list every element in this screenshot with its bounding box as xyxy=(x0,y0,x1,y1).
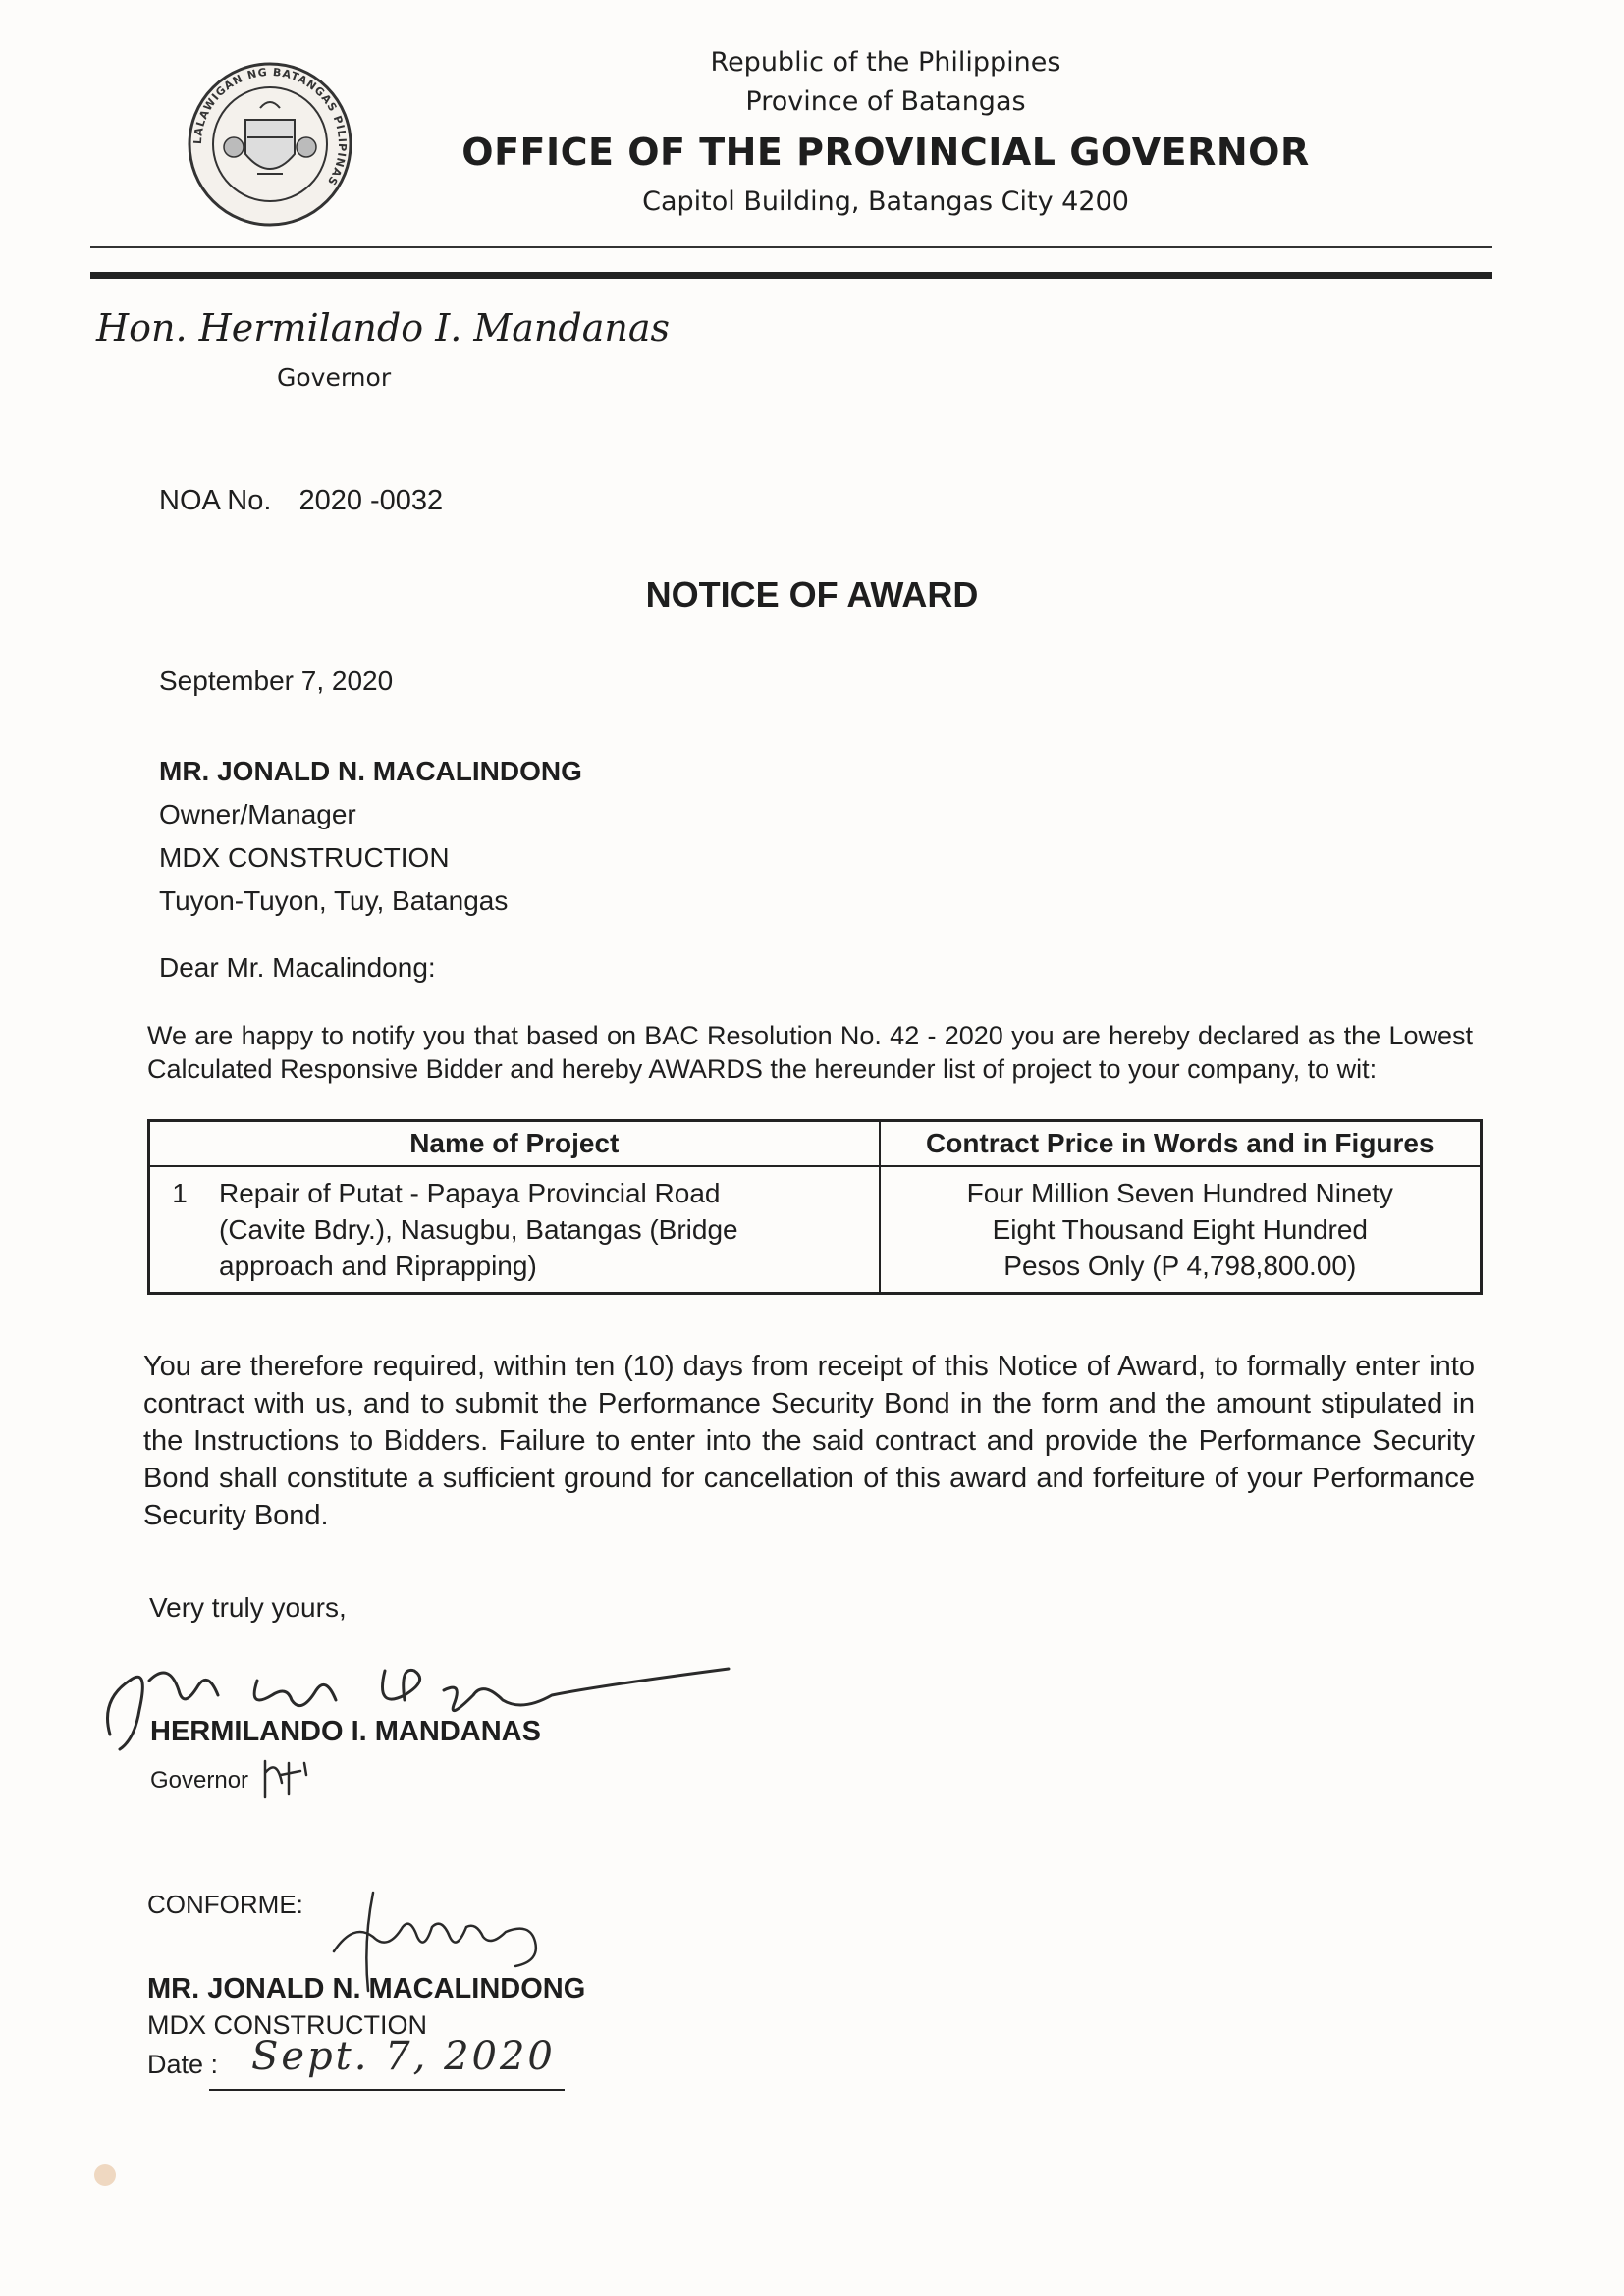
award-paragraph: We are happy to notify you that based on BAC Resolution No. 42 - 2020 you are hereby declared as the Lowest Calculated Responsive Bidder and hereby AWARDS the hereunder list of project to your company, to wit: xyxy=(147,1021,1473,1084)
project-line: approach and Riprapping) xyxy=(219,1251,537,1281)
header-rule-thin xyxy=(90,246,1492,248)
table-header-project: Name of Project xyxy=(149,1121,880,1167)
handwritten-date: Sept. 7, 2020 xyxy=(251,2034,556,2079)
recipient-block xyxy=(159,750,582,923)
table-row xyxy=(149,1166,1482,1294)
noa-number-line xyxy=(159,485,443,517)
date-underline xyxy=(209,2089,565,2091)
salutation: Dear Mr. Macalindong: xyxy=(159,952,436,983)
signer-title: Governor xyxy=(150,1767,249,1793)
letterhead-republic: Republic of the Philippines xyxy=(710,47,1061,78)
conforme-name: MR. JONALD N. MACALINDONG xyxy=(147,1973,586,2004)
table-header-price: Contract Price in Words and in Figures xyxy=(880,1121,1482,1167)
price-line: Four Million Seven Hundred Ninety xyxy=(966,1178,1393,1208)
letter-date: September 7, 2020 xyxy=(159,666,394,696)
row-number: 1 xyxy=(149,1166,210,1294)
letterhead-address: Capitol Building, Batangas City 4200 xyxy=(642,187,1129,217)
noa-label: NOA No. xyxy=(159,485,272,516)
recipient-name: MR. JONALD N. MACALINDONG xyxy=(159,756,582,786)
governor-name: Hon. Hermilando I. Mandanas xyxy=(96,306,671,349)
letterhead-province: Province of Batangas xyxy=(745,86,1026,117)
closing: Very truly yours, xyxy=(149,1592,347,1623)
project-line: Repair of Putat - Papaya Provincial Road xyxy=(219,1178,721,1208)
recipient-position: Owner/Manager xyxy=(159,799,356,829)
initials-mark xyxy=(257,1753,316,1807)
noa-number: 2020 -0032 xyxy=(298,485,444,516)
contract-price-cell xyxy=(880,1166,1482,1294)
project-name-cell xyxy=(209,1166,880,1294)
signer-name: HERMILANDO I. MANDANAS xyxy=(150,1716,541,1747)
seal-ring-text: LALAWIGAN NG BATANGAS PILIPINAS xyxy=(190,65,350,188)
conforme-label: CONFORME: xyxy=(147,1890,303,1919)
header-rule-thick xyxy=(90,272,1492,279)
price-line: Pesos Only (P 4,798,800.00) xyxy=(1003,1251,1357,1281)
letterhead-office: OFFICE OF THE PROVINCIAL GOVERNOR xyxy=(461,131,1310,174)
requirements-paragraph: You are therefore required, within ten (10) days from receipt of this Notice of Award, to formally enter into contract with us, and to submit the Performance Security Bond in the form and the amount stipulated in the Instructions to Bidders. Failure to enter into the said contract and provide the Performance Security Bond shall constitute a sufficient ground for cancellation of this award and forfeiture of your Performance Security Bond. xyxy=(143,1351,1475,1531)
project-line: (Cavite Bdry.), Nasugbu, Batangas (Bridge xyxy=(219,1214,738,1245)
conforme-date-label: Date : xyxy=(147,2050,219,2079)
governor-title: Governor xyxy=(277,363,392,392)
conforme-company: MDX CONSTRUCTION xyxy=(147,2010,427,2040)
award-table xyxy=(147,1119,1483,1295)
recipient-address: Tuyon-Tuyon, Tuy, Batangas xyxy=(159,885,509,916)
price-line: Eight Thousand Eight Hundred xyxy=(992,1214,1368,1245)
paper-smudge xyxy=(94,2164,116,2186)
recipient-company: MDX CONSTRUCTION xyxy=(159,842,450,873)
document-title: NOTICE OF AWARD xyxy=(645,574,979,614)
